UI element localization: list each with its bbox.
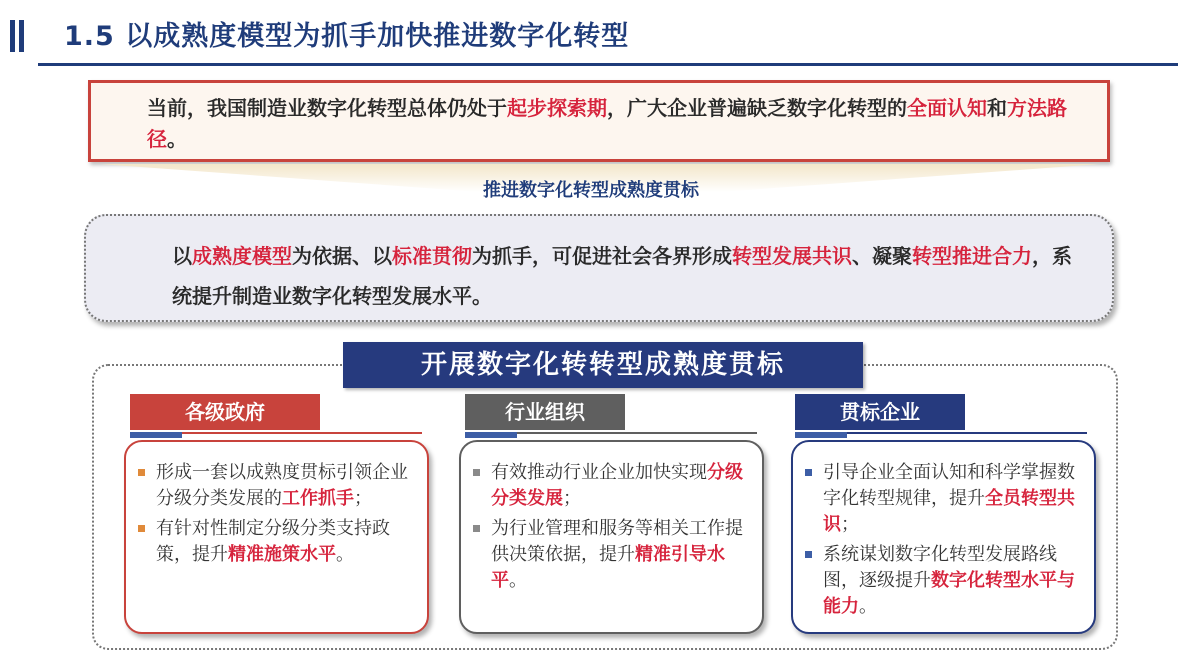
body-text: 形成一套以成熟度贯标引领企业分级分类发展的 bbox=[156, 462, 408, 509]
highlight-text: 转型推进合力 bbox=[912, 244, 1032, 268]
square-bullet-icon bbox=[138, 525, 145, 532]
list-item bbox=[471, 460, 748, 512]
card-industry bbox=[459, 440, 764, 634]
column-header-tab bbox=[130, 432, 182, 438]
square-bullet-icon bbox=[473, 525, 480, 532]
title-accent-bars bbox=[10, 20, 24, 52]
title-divider bbox=[38, 63, 1178, 66]
card-government bbox=[124, 440, 429, 634]
highlight-text: 转型发展共识 bbox=[732, 244, 852, 268]
body-text: 为抓手，可促进社会各界形成 bbox=[472, 244, 732, 268]
square-bullet-icon bbox=[138, 469, 145, 476]
list-item bbox=[136, 460, 413, 512]
highlight-text: 方法路径 bbox=[147, 96, 1067, 151]
body-text: 和 bbox=[987, 96, 1007, 120]
body-text: 当前，我国制造业数字化转型总体仍处于 bbox=[147, 96, 507, 120]
column-header-tab bbox=[465, 432, 517, 438]
list-item bbox=[136, 516, 413, 568]
body-text: 。 bbox=[167, 127, 187, 151]
bullet-list bbox=[136, 460, 413, 568]
list-item bbox=[471, 516, 748, 594]
square-bullet-icon bbox=[805, 469, 812, 476]
section-title: 开展数字化转转型成熟度贯标 bbox=[343, 342, 863, 388]
list-item bbox=[803, 542, 1080, 620]
body-text: 、凝聚 bbox=[852, 244, 912, 268]
body-text: ； bbox=[563, 488, 581, 509]
basis-box bbox=[84, 214, 1114, 322]
highlight-text: 标准贯彻 bbox=[392, 244, 472, 268]
highlight-text: 精准引导水平 bbox=[491, 544, 725, 591]
highlight-text: 成熟度模型 bbox=[192, 244, 292, 268]
body-text: ； bbox=[354, 488, 372, 509]
highlight-text: 工作抓手 bbox=[282, 488, 354, 509]
body-text: 有针对性制定分级分类支持政策，提升 bbox=[156, 518, 390, 565]
intro-text bbox=[105, 93, 1093, 155]
page-title: 1.5 以成熟度模型为抓手加快推进数字化转型 bbox=[64, 21, 630, 52]
highlight-text: 精准施策水平 bbox=[228, 544, 336, 565]
body-text: 有效推动行业企业加快实现 bbox=[491, 462, 707, 483]
body-text: 。 bbox=[336, 544, 354, 565]
highlight-text: 全面认知 bbox=[907, 96, 987, 120]
list-item bbox=[803, 460, 1080, 538]
column-header-tab bbox=[795, 432, 847, 438]
body-text: 系统谋划数字化转型发展路线图，逐级提升 bbox=[823, 544, 1057, 591]
body-text: ； bbox=[841, 514, 859, 535]
highlight-text: 数字化转型水平与能力 bbox=[823, 570, 1075, 617]
column-header-government: 各级政府 bbox=[130, 394, 320, 430]
bullet-list bbox=[471, 460, 748, 594]
body-text: 为依据、以 bbox=[292, 244, 392, 268]
body-text: 以 bbox=[172, 244, 192, 268]
bullet-list bbox=[803, 460, 1080, 620]
body-text: 为行业管理和服务等相关工作提供决策依据，提升 bbox=[491, 518, 743, 565]
body-text: ，系统提升制造业数字化转型发展水平。 bbox=[172, 244, 1072, 308]
funnel-label: 推进数字化转型成熟度贯标 bbox=[483, 180, 699, 201]
highlight-text: 分级分类发展 bbox=[491, 462, 743, 509]
body-text: ，广大企业普遍缺乏数字化转型的 bbox=[607, 96, 907, 120]
column-header-enterprise: 贯标企业 bbox=[795, 394, 965, 430]
basis-text bbox=[120, 236, 1078, 316]
body-text: 。 bbox=[859, 596, 877, 617]
body-text: 。 bbox=[509, 570, 527, 591]
intro-box bbox=[88, 80, 1110, 162]
column-header-industry: 行业组织 bbox=[465, 394, 625, 430]
square-bullet-icon bbox=[805, 551, 812, 558]
highlight-text: 全员转型共识 bbox=[823, 488, 1075, 535]
highlight-text: 起步探索期 bbox=[507, 96, 607, 120]
card-enterprise bbox=[791, 440, 1096, 634]
body-text: 引导企业全面认知和科学掌握数字化转型规律，提升 bbox=[823, 462, 1075, 509]
square-bullet-icon bbox=[473, 469, 480, 476]
